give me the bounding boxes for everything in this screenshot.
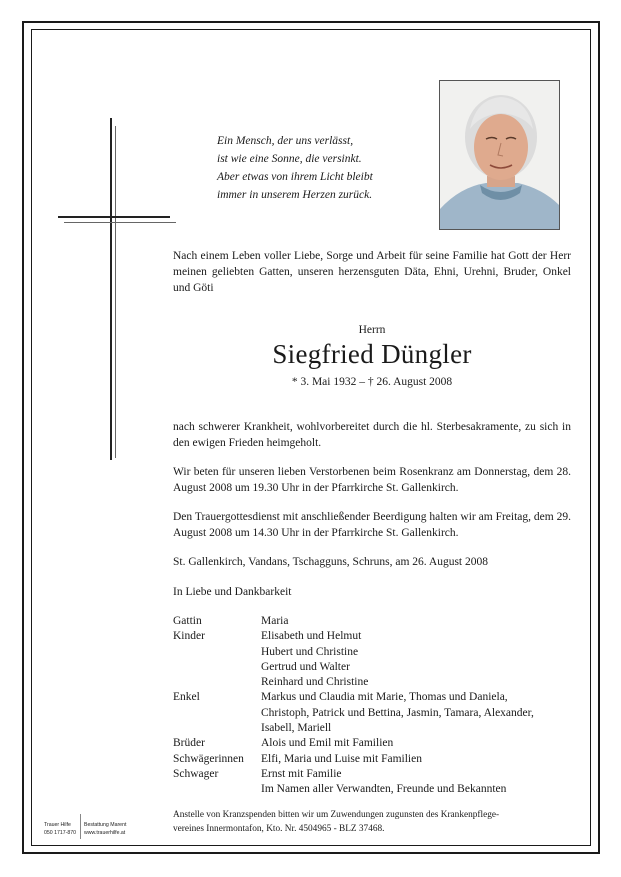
table-row [173, 675, 534, 690]
family-names: Maria [261, 615, 289, 627]
table-row [173, 690, 534, 705]
table-row [173, 721, 534, 736]
family-role [173, 645, 261, 660]
table-row [173, 736, 534, 751]
paragraph-rosenkranz: Wir beten für unseren lieben Verstorbenen beim Rosenkranz am Donnerstag, dem 28. August 2008 um 19.30 Uhr in der Pfarrkirche St. Gallenkirch. [173, 466, 571, 494]
logo-title-left: Trauer Hilfe [44, 822, 71, 828]
paragraph-heimgeholt: nach schwerer Krankheit, wohlvorbereitet durch die hl. Sterbesakramente, zu sich in den ewigen Frieden heimgeholt. [173, 421, 571, 449]
portrait-photo [439, 80, 560, 230]
family-role: Brüder [173, 737, 205, 750]
family-names: Alois und Emil mit Familien [261, 737, 394, 750]
table-row [173, 645, 534, 660]
donation-note-line: Anstelle von Kranzspenden bitten wir um Zuwendungen zugunsten des Krankenpflege- [173, 810, 500, 820]
poem-line: Ein Mensch, der uns verlässt, [217, 135, 354, 147]
family-names: Ernst mit Familie [261, 767, 342, 780]
salutation: Herrn [358, 324, 386, 336]
logo-title-right: Bestattung Marent [84, 822, 127, 828]
family-role [173, 706, 261, 721]
logo-website: www.trauerhilfe.at [84, 829, 126, 836]
intro-text: Nach einem Leben voller Liebe, Sorge und Arbeit für seine Familie hat Gott der Herr meinen geliebten Gatten, unseren herzensguten Däta, Ehni, Urehni, Bruder, Onkel und Göti [173, 250, 571, 294]
family-role: Schwägerinnen [173, 752, 244, 765]
closing-line: In Liebe und Dankbarkeit [173, 586, 292, 598]
place-date-line: St. Gallenkirch, Vandans, Tschagguns, Schruns, am 26. August 2008 [173, 556, 488, 568]
donation-note-line: vereines Innermontafon, Kto. Nr. 4504965 - BLZ 37468. [173, 824, 385, 834]
table-row [173, 660, 534, 675]
family-names: Elisabeth und Helmut [261, 630, 362, 643]
table-row [173, 614, 534, 629]
poem-line: immer in unserem Herzen zurück. [217, 189, 373, 201]
family-names: Isabell, Mariell [261, 722, 332, 735]
deceased-name: Siegfried Düngler [272, 339, 472, 369]
family-names: Reinhard und Christine [261, 676, 369, 689]
family-role: Enkel [173, 691, 200, 704]
family-role [173, 675, 261, 690]
family-role [173, 660, 261, 675]
family-role: Gattin [173, 615, 202, 627]
poem [217, 132, 427, 204]
family-role: Schwager [173, 767, 219, 780]
donation-note [173, 808, 571, 836]
paragraph-trauergottesdienst: Den Trauergottesdienst mit anschließender Beerdigung halten wir am Freitag, dem 29. August 2008 um 14.30 Uhr in der Pfarrkirche St. Gallenkirch. [173, 511, 571, 539]
family-role [173, 782, 261, 797]
family-names: Christoph, Patrick und Bettina, Jasmin, Tamara, Alexander, [261, 706, 534, 719]
family-table [173, 614, 534, 798]
table-row [173, 782, 534, 797]
family-names: Elfi, Maria und Luise mit Familien [261, 752, 422, 765]
poem-line: Aber etwas von ihrem Licht bleibt [217, 171, 373, 183]
life-dates: * 3. Mai 1932 – † 26. August 2008 [291, 376, 453, 388]
family-role [173, 721, 261, 736]
poem-line: ist wie eine Sonne, die versinkt. [217, 153, 362, 165]
logo-divider [80, 814, 81, 839]
family-names: Gertrud und Walter [261, 660, 350, 673]
table-row [173, 706, 534, 721]
family-names: Hubert und Christine [261, 645, 359, 658]
family-names: Markus und Claudia mit Marie, Thomas und Daniela, [261, 691, 508, 704]
logo-phone: 050 1717-870 [44, 829, 77, 836]
table-row [173, 629, 534, 644]
family-role: Kinder [173, 630, 205, 643]
family-names: Im Namen aller Verwandten, Freunde und Bekannten [261, 783, 507, 796]
table-row [173, 752, 534, 767]
table-row [173, 767, 534, 782]
